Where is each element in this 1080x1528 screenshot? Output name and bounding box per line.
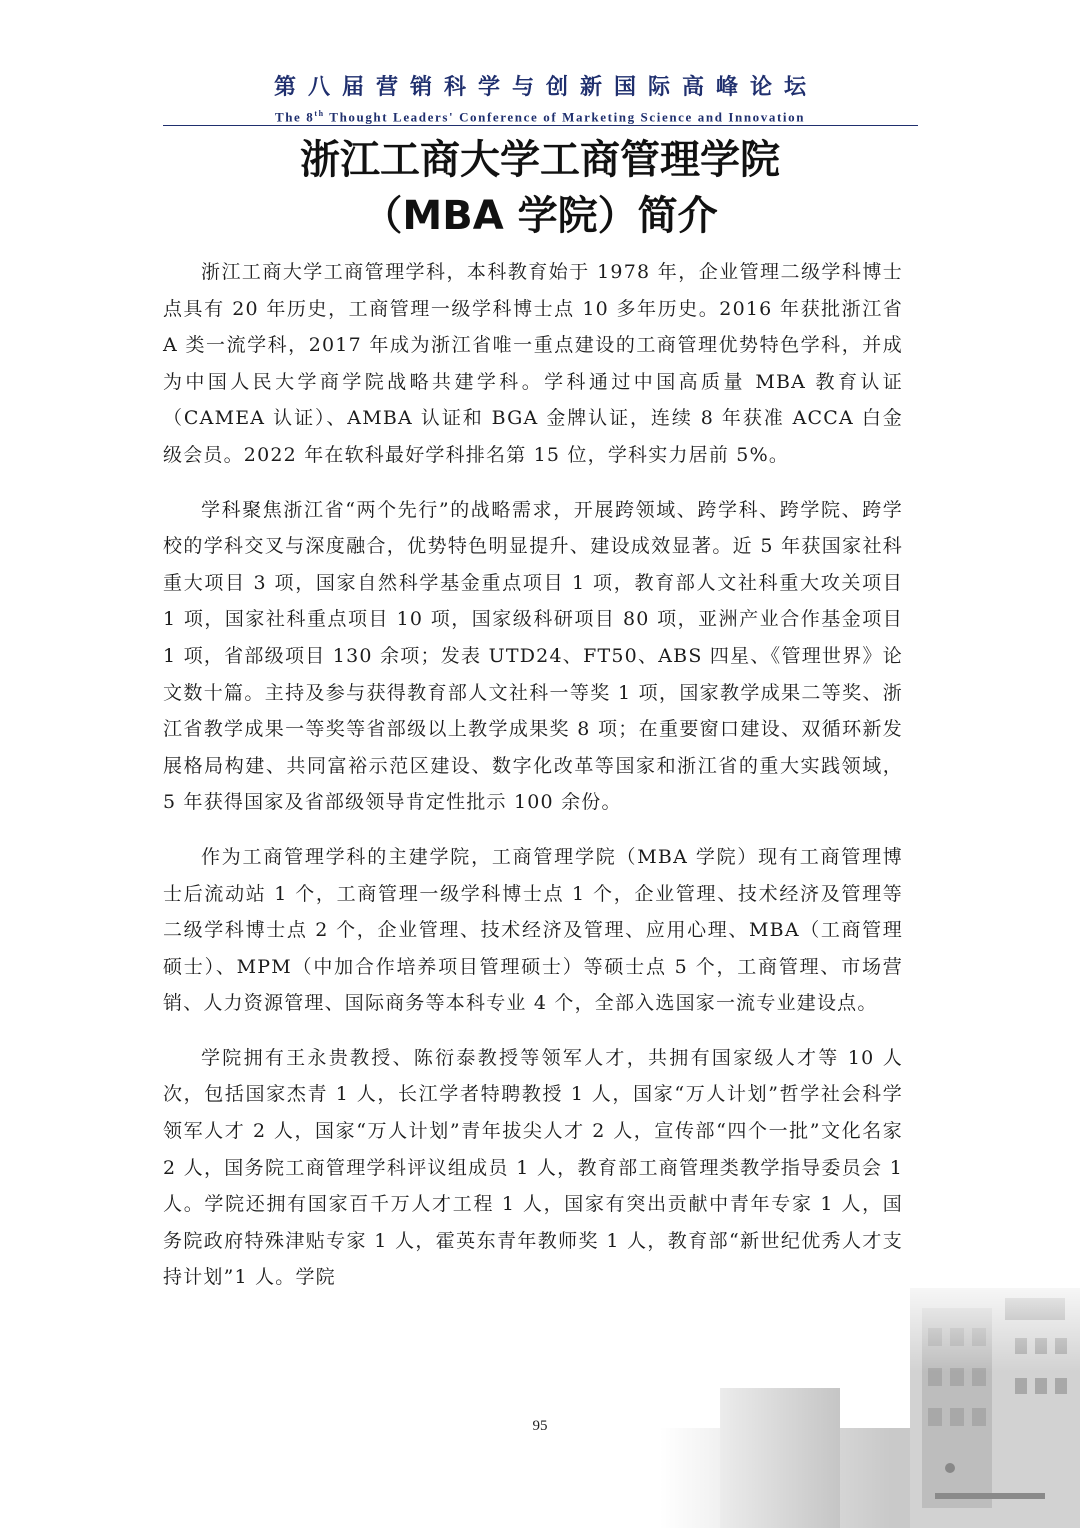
paragraph-faculty-talent: 学院拥有王永贵教授、陈衍泰教授等领军人才，共拥有国家级人才等 10 人次，包括国家杰青 1 人，长江学者特聘教授 1 人，国家“万人计划”哲学社会科学领军人才 2 人，国家“万人计划”青年拔尖人才 2 人，宣传部“四个一批”文化名家 2 人，国务院工商管理学科评议组成员 1 人，教育部工商管理类教学指导委员会 1 人。学院还拥有国家百千万人才工程 1 人，国家有突出贡献中青年专家 1 人，国务院政府特殊津贴专家 1 人，霍英东青年教师奖 1 人，教育部“新世纪优秀人才支持计划”1 人。学院 [163,1046,903,1289]
document-title-line-2: （MBA 学院）简介 [362,193,718,239]
conference-title-en [0,106,1080,125]
paragraph-discipline-overview: 浙江工商大学工商管理学科，本科教育始于 1978 年，企业管理二级学科博士点具有 20 年历史，工商管理一级学科博士点 10 多年历史。2016 年获批浙江省 A 类一流学科，2017 年成为浙江省唯一重点建设的工商管理优势特色学科，并成为中国人民大学商学院战略共建学科。学科通过中国高质量 MBA 教育认证（CAMEA 认证）、AMBA 认证和 BGA 金牌认证，连续 8 年获准 ACCA 白金级会员。2022 年在软科最好学科排名第 15 位，学科实力居前 5%。 [163,261,903,466]
conference-title-en-suffix: Thought Leaders' Conference of Marketing Science and Innovation [324,109,806,125]
document-body [163,254,903,1314]
conference-title-cn: 第八届营销科学与创新国际高峰论坛 [273,75,818,100]
conference-title-en-prefix: The 8 [274,109,315,125]
document-title-line-1: 浙江工商大学工商管理学院 [300,137,780,183]
page-number: 95 [532,1418,548,1434]
document-title [0,132,1080,244]
header-divider [163,125,918,126]
page-header [0,70,1080,125]
paragraph-research-achievements: 学科聚焦浙江省“两个先行”的战略需求，开展跨领域、跨学科、跨学院、跨学校的学科交叉与深度融合，优势特色明显提升、建设成效显著。近 5 年获国家社科重大项目 3 项，国家自然科学基金重点项目 1 项，教育部人文社科重大攻关项目 1 项，国家社科重点项目 10 项，国家级科研项目 80 项，亚洲产业合作基金项目 1 项，省部级项目 130 余项；发表 UTD24、FT50、ABS 四星、《管理世界》论文数十篇。主持及参与获得教育部人文社科一等奖 1 项，国家教学成果二等奖、浙江省教学成果一等奖等省部级以上教学成果奖 8 项；在重要窗口建设、双循环新发展格局构建、共同富裕示范区建设、数字化改革等国家和浙江省的重大实践领域，5 年获得国家及省部级领导肯定性批示 100 余份。 [163,498,903,814]
paragraph-degree-programs: 作为工商管理学科的主建学院，工商管理学院（MBA 学院）现有工商管理博士后流动站 1 个，工商管理一级学科博士点 1 个，企业管理、技术经济及管理等二级学科博士点 2 个，企业管理、技术经济及管理、应用心理、MBA（工商管理硕士）、MPM（中加合作培养项目管理硕士）等硕士点 5 个，工商管理、市场营销、人力资源管理、国际商务等本科专业 4 个，全部入选国家一流专业建设点。 [163,845,903,1015]
ordinal-suffix: th [314,109,325,118]
